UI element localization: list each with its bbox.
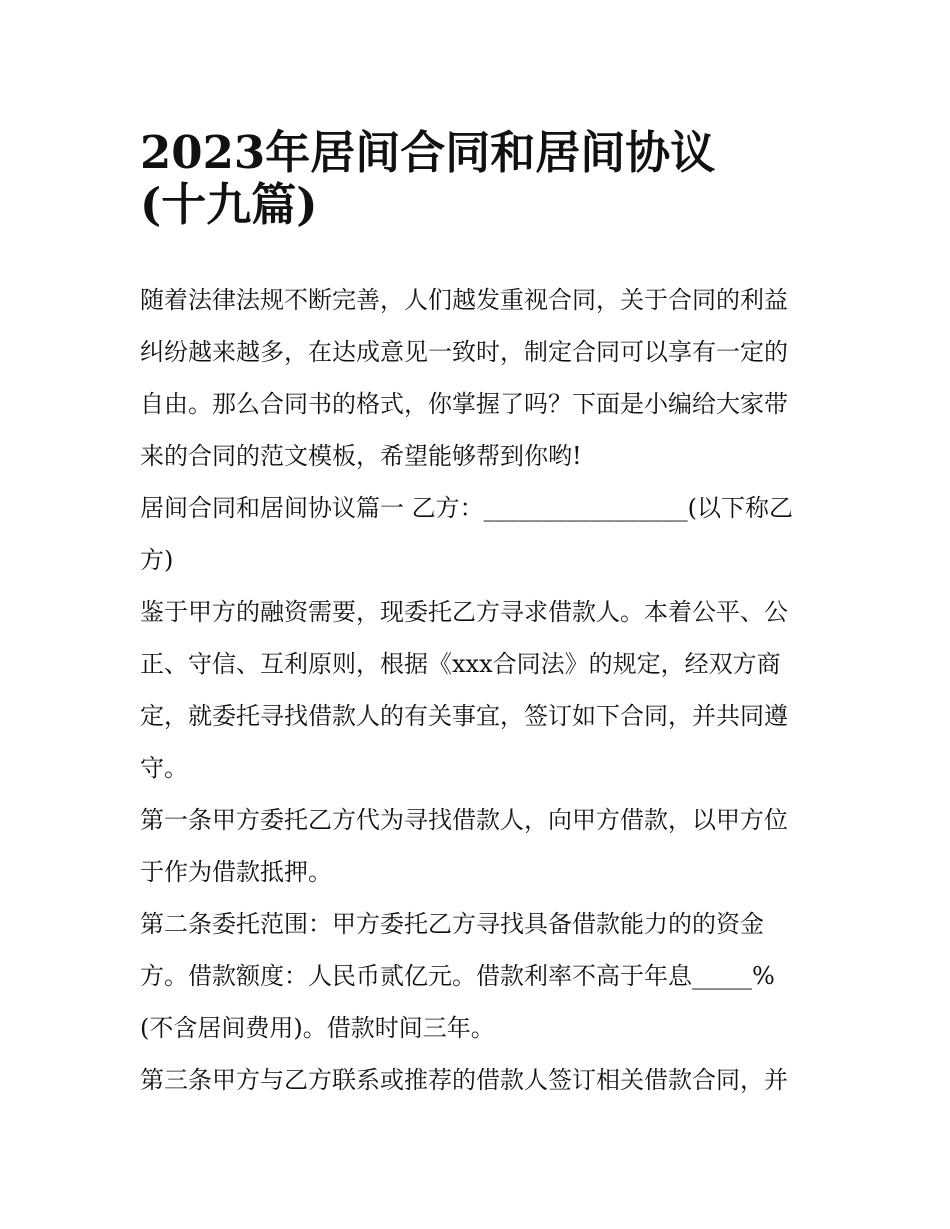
body-line: 鉴于甲方的融资需要，现委托乙方寻求借款人。本着公平、公 xyxy=(140,598,788,626)
body-line: 随着法律法规不断完善，人们越发重视合同，关于合同的利益 xyxy=(140,286,788,314)
body-line: 方。借款额度：人民币贰亿元。借款利率不高于年息_____% xyxy=(140,962,775,990)
body-line: 第三条甲方与乙方联系或推荐的借款人签订相关借款合同，并 xyxy=(140,1066,788,1094)
title-line-2: (十九篇) xyxy=(140,178,318,231)
body-line: 定，就委托寻找借款人的有关事宜，签订如下合同，并共同遵 xyxy=(140,702,788,730)
body-line: 第二条委托范围：甲方委托乙方寻找具备借款能力的的资金 xyxy=(140,910,764,938)
document-body xyxy=(140,274,815,1106)
body-line: 自由。那么合同书的格式，你掌握了吗？下面是小编给大家带 xyxy=(140,390,788,418)
body-line: 守。 xyxy=(140,754,188,782)
body-line: (不含居间费用)。借款时间三年。 xyxy=(140,1014,495,1042)
document-title xyxy=(140,112,820,231)
title-line-1: 2023年居间合同和居间协议 xyxy=(140,126,716,179)
body-line: 正、守信、互利原则，根据《xxx合同法》的规定，经双方商 xyxy=(140,650,781,678)
body-line: 方) xyxy=(140,546,174,574)
body-line: 居间合同和居间协议篇一 乙方：_________________(以下称乙 xyxy=(140,494,793,522)
body-line: 来的合同的范文模板，希望能够帮到你哟! xyxy=(140,442,582,470)
body-line: 于作为借款抵押。 xyxy=(140,858,332,886)
body-line: 第一条甲方委托乙方代为寻找借款人，向甲方借款，以甲方位 xyxy=(140,806,788,834)
body-line: 纠纷越来越多，在达成意见一致时，制定合同可以享有一定的 xyxy=(140,338,788,366)
